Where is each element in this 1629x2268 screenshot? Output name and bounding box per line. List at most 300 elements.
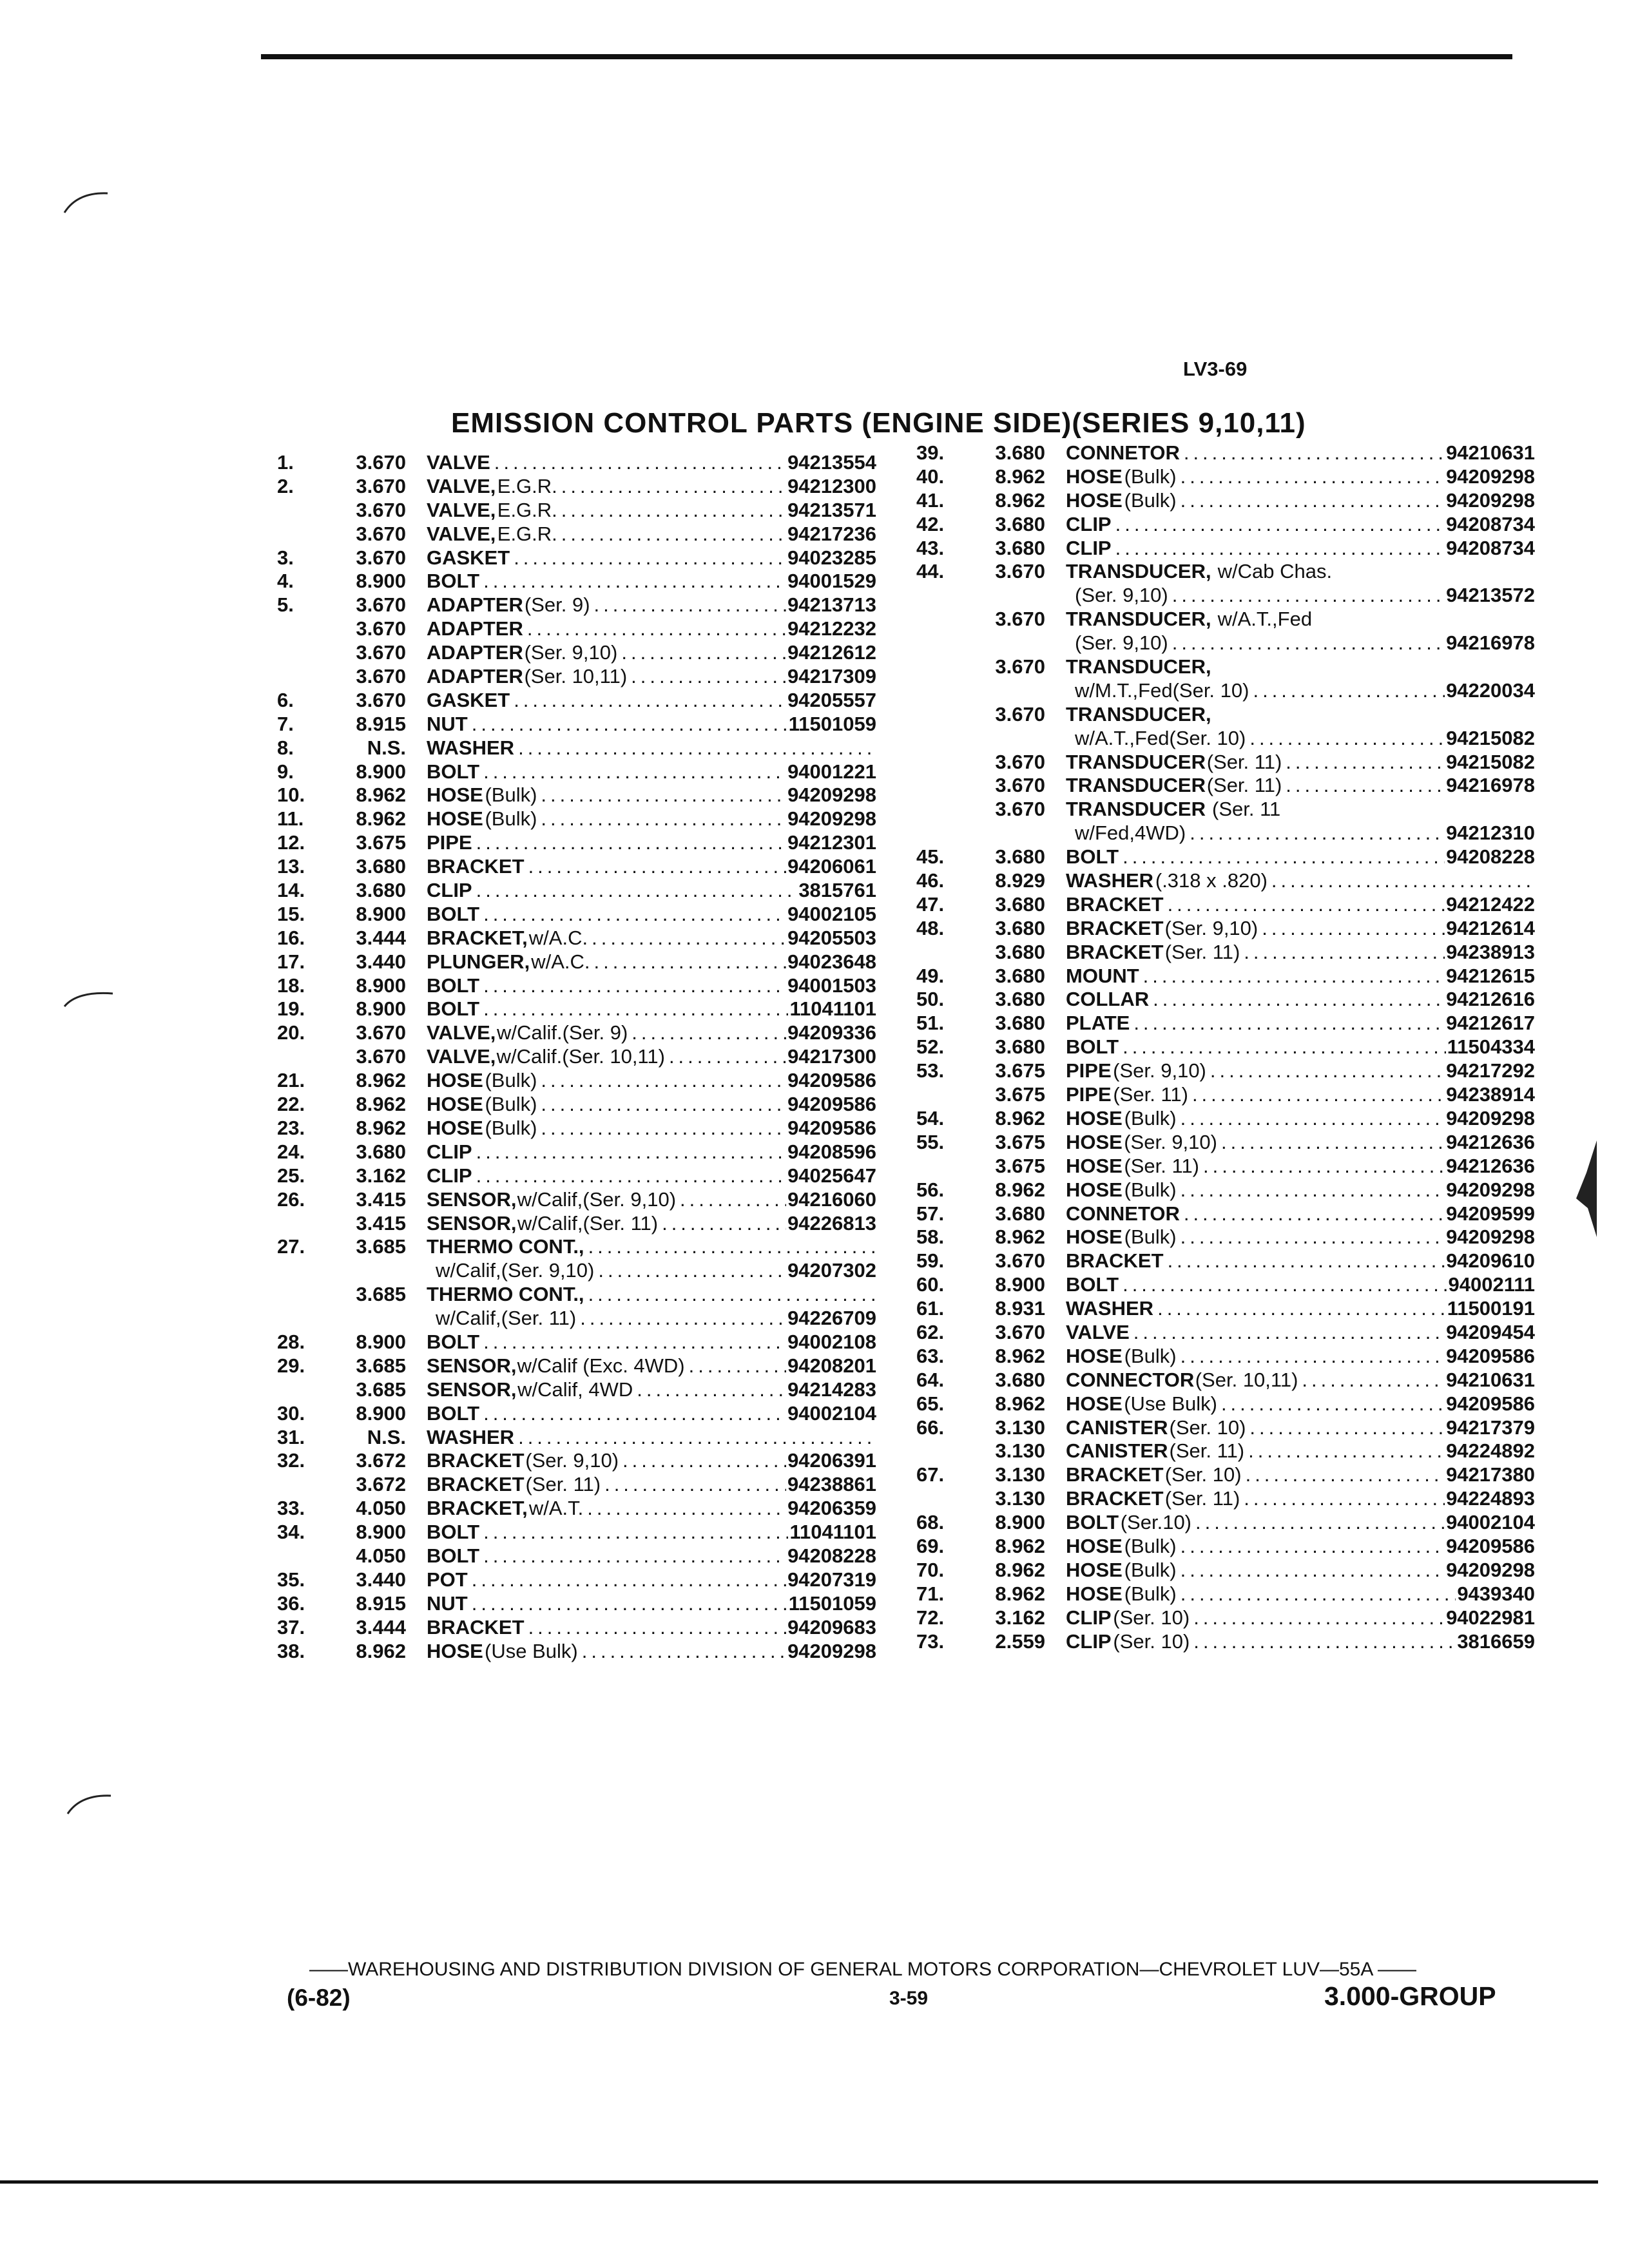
group-number: 3.680	[995, 940, 1045, 963]
part-row	[916, 751, 1535, 774]
group-number: 3.670	[995, 1249, 1045, 1273]
part-description	[1066, 893, 1535, 917]
item-number: 44.	[916, 560, 945, 583]
item-number: 62.	[916, 1320, 945, 1343]
part-description	[1066, 1511, 1535, 1535]
part-description	[427, 1045, 876, 1069]
item-number: 69.	[916, 1534, 945, 1557]
part-name: CLIP	[427, 1164, 472, 1187]
part-number: 94209298	[787, 783, 876, 807]
dot-leader	[1164, 1249, 1445, 1273]
part-qualifier: (Bulk)	[1124, 465, 1177, 488]
part-row	[277, 855, 876, 879]
dot-leader	[1240, 941, 1445, 965]
part-row	[277, 1212, 876, 1236]
part-number: 94209336	[787, 1021, 876, 1044]
item-number: 35.	[277, 1568, 305, 1591]
group-number: 8.900	[356, 1401, 406, 1425]
dot-leader	[468, 713, 787, 736]
part-row	[916, 798, 1535, 822]
part-row	[277, 1235, 876, 1259]
dot-leader	[633, 1378, 786, 1402]
group-number: 3.670	[356, 451, 406, 474]
part-description	[427, 1640, 876, 1664]
part-description	[436, 1259, 876, 1283]
part-description	[427, 1283, 876, 1307]
part-row	[916, 1202, 1535, 1226]
dot-leader	[557, 475, 786, 499]
part-number: 94212300	[787, 474, 876, 497]
part-number: 94224892	[1446, 1439, 1535, 1463]
dot-leader	[1190, 1630, 1456, 1654]
dot-leader	[1177, 1559, 1445, 1582]
item-number: 12.	[277, 831, 305, 854]
part-row	[916, 608, 1535, 631]
part-name: HOSE	[1066, 1154, 1123, 1177]
part-description	[427, 1544, 876, 1568]
part-name: BRACKET	[427, 1615, 525, 1639]
dot-leader	[1249, 679, 1445, 703]
part-qualifier: w/A.C.	[528, 926, 588, 949]
part-row	[277, 593, 876, 617]
part-number: 94209298	[1446, 1225, 1535, 1249]
part-number: 94210631	[1446, 441, 1535, 464]
part-description	[436, 1307, 876, 1331]
dot-leader	[537, 1093, 786, 1117]
part-description	[1075, 584, 1535, 608]
part-name: SENSOR,	[427, 1211, 517, 1235]
part-description	[1066, 1107, 1535, 1131]
part-number: 94209586	[787, 1069, 876, 1092]
part-row	[916, 1487, 1535, 1511]
dot-leader	[514, 1426, 876, 1450]
part-name: HOSE	[1066, 1225, 1123, 1249]
part-qualifier: (Bulk)	[1124, 1178, 1177, 1201]
part-name: BOLT	[1066, 1035, 1119, 1059]
part-description	[427, 1188, 876, 1212]
dot-leader	[685, 1354, 786, 1378]
dot-leader	[1177, 489, 1445, 513]
group-number: 8.962	[995, 1106, 1045, 1129]
group-number: 3.672	[356, 1473, 406, 1496]
part-description	[427, 783, 876, 807]
part-row	[916, 1225, 1535, 1249]
part-description	[1075, 822, 1535, 845]
footer-group: 3.000-GROUP	[1324, 1981, 1496, 2011]
group-number: 3.680	[995, 988, 1045, 1011]
part-description	[1066, 1059, 1535, 1083]
part-row	[277, 760, 876, 784]
dot-leader	[590, 950, 787, 974]
dot-leader	[1180, 441, 1445, 465]
item-number: 50.	[916, 988, 945, 1011]
part-row	[916, 655, 1535, 679]
group-number: 3.670	[995, 750, 1045, 773]
dot-leader	[479, 1402, 786, 1426]
part-name: HOSE	[1066, 1558, 1123, 1581]
part-name: SENSOR,	[427, 1378, 517, 1401]
part-number: 94023285	[787, 546, 876, 569]
part-name: HOSE	[1066, 1106, 1123, 1129]
footer-page-number: 3-59	[889, 1988, 929, 2009]
part-name: ADAPTER	[427, 641, 523, 664]
part-name: CLIP	[1066, 536, 1112, 559]
dot-leader	[479, 974, 786, 998]
part-name: HOSE	[1066, 1344, 1123, 1367]
part-row	[277, 1283, 876, 1307]
part-description	[427, 1093, 876, 1117]
part-name: HOSE	[1066, 1392, 1123, 1415]
part-row	[277, 451, 876, 475]
part-qualifier: (Ser. 11	[1212, 798, 1281, 821]
dot-leader	[1191, 1511, 1445, 1535]
part-name: SENSOR,	[427, 1354, 517, 1377]
part-qualifier: (Bulk)	[485, 1093, 537, 1116]
punch-hole-mark-top	[61, 187, 113, 219]
part-name: BOLT	[1066, 1511, 1119, 1534]
item-number: 3.	[277, 546, 294, 569]
part-number: 11500191	[1447, 1297, 1535, 1320]
dot-leader	[1268, 869, 1535, 893]
part-description	[1066, 1273, 1535, 1297]
dot-leader	[628, 1021, 786, 1045]
dot-leader	[468, 1568, 786, 1592]
dot-leader	[584, 1283, 876, 1307]
group-number: 8.962	[356, 1639, 406, 1662]
part-qualifier: (Ser. 10,11)	[1195, 1368, 1298, 1391]
group-number: 3.162	[995, 1606, 1045, 1629]
part-row	[916, 513, 1535, 537]
part-qualifier: (Ser. 9,10)	[525, 1449, 619, 1472]
part-description	[1066, 798, 1535, 822]
part-row	[277, 1568, 876, 1592]
part-number: 94213571	[787, 498, 876, 521]
part-name: HOSE	[1066, 465, 1123, 488]
part-description	[427, 1378, 876, 1402]
part-description	[427, 689, 876, 713]
part-number: 94216978	[1446, 774, 1535, 797]
part-row	[277, 783, 876, 807]
part-number: 94002105	[787, 902, 876, 925]
part-row	[277, 1592, 876, 1616]
part-description	[1066, 1321, 1535, 1345]
punch-hole-mark-middle	[61, 986, 119, 1012]
part-qualifier: (Ser. 9,10)	[1075, 584, 1168, 607]
dot-leader	[584, 1235, 876, 1259]
part-row	[916, 1083, 1535, 1107]
part-qualifier: (Ser. 11)	[1113, 1083, 1188, 1106]
group-number: 8.962	[995, 465, 1045, 488]
item-number: 42.	[916, 512, 945, 535]
part-number: 94212612	[787, 641, 876, 664]
part-number: 94212301	[787, 831, 876, 854]
group-number: 3.680	[995, 845, 1045, 869]
item-number: 38.	[277, 1639, 305, 1662]
part-row	[277, 523, 876, 546]
group-number: 8.900	[356, 1330, 406, 1353]
part-number: 94217292	[1446, 1059, 1535, 1082]
group-number: 3.670	[356, 546, 406, 569]
dot-leader	[1188, 1083, 1445, 1107]
dot-leader	[590, 593, 787, 617]
part-name: BOLT	[427, 570, 480, 593]
dot-leader	[583, 1497, 786, 1521]
group-number: 3.440	[356, 1568, 406, 1591]
part-row	[916, 1321, 1535, 1345]
part-description	[427, 879, 876, 903]
part-number: 94213554	[787, 451, 876, 474]
footer-date: (6-82)	[287, 1984, 351, 2011]
dot-leader	[490, 451, 786, 475]
part-number: 94206359	[787, 1497, 876, 1520]
part-row	[916, 1273, 1535, 1297]
part-name: BOLT	[427, 1544, 480, 1567]
part-number: 11041101	[789, 1521, 876, 1544]
part-name: CONNETOR	[1066, 441, 1180, 464]
part-name: PIPE	[1066, 1059, 1112, 1082]
dot-leader	[1139, 965, 1445, 988]
group-number: 3.680	[356, 855, 406, 878]
part-row	[916, 465, 1535, 489]
dot-leader	[472, 831, 786, 855]
dot-leader	[1168, 631, 1445, 655]
dot-leader	[1177, 1582, 1456, 1606]
dot-leader	[1177, 1535, 1445, 1559]
part-name: NUT	[427, 712, 468, 735]
part-name: CLIP	[427, 1140, 472, 1163]
group-number: 3.685	[356, 1378, 406, 1401]
group-number: 3.672	[356, 1449, 406, 1472]
part-row	[277, 927, 876, 950]
part-row	[277, 499, 876, 523]
dot-leader	[472, 879, 798, 903]
group-number: 3.670	[356, 474, 406, 497]
group-number: 8.900	[356, 1521, 406, 1544]
part-description	[1075, 631, 1535, 655]
part-row	[277, 689, 876, 713]
dot-leader	[1177, 1107, 1445, 1131]
part-name: TRANSDUCER	[1066, 798, 1206, 821]
part-description	[427, 855, 876, 879]
part-description	[1066, 1439, 1535, 1463]
item-number: 71.	[916, 1582, 945, 1605]
part-row	[916, 1178, 1535, 1202]
part-number: 94226709	[787, 1307, 876, 1330]
part-description	[1066, 655, 1535, 679]
item-number: 43.	[916, 536, 945, 559]
group-number: 3.680	[356, 1140, 406, 1163]
group-number: 3.680	[995, 536, 1045, 559]
part-row	[916, 1345, 1535, 1369]
part-name: VALVE,	[427, 522, 496, 545]
dot-leader	[588, 927, 786, 950]
part-description	[427, 641, 876, 665]
dot-leader	[1206, 1059, 1445, 1083]
part-name: HOSE	[427, 1093, 483, 1116]
part-qualifier: w/Calif.(Ser. 10,11)	[496, 1045, 665, 1068]
part-row	[916, 1439, 1535, 1463]
part-row	[916, 1559, 1535, 1582]
part-row	[277, 903, 876, 927]
part-row	[277, 1259, 876, 1283]
edge-tear-mark	[1572, 1134, 1598, 1244]
item-number: 9.	[277, 760, 294, 783]
dot-leader	[1177, 465, 1445, 489]
item-number: 72.	[916, 1606, 945, 1629]
part-name: TRANSDUCER	[1066, 750, 1206, 773]
part-qualifier: (Ser. 9,10)	[1124, 1130, 1217, 1153]
part-qualifier: w/Fed,4WD)	[1075, 822, 1186, 845]
part-description	[1066, 1249, 1535, 1273]
part-number: 94212616	[1446, 988, 1535, 1011]
dot-leader	[537, 783, 786, 807]
part-description	[1066, 537, 1535, 561]
part-row	[277, 1021, 876, 1045]
dot-leader	[617, 641, 786, 665]
dot-leader	[1153, 1297, 1446, 1321]
group-number: 3.162	[356, 1164, 406, 1187]
part-number: 94212636	[1446, 1130, 1535, 1153]
part-name: BRACKET,	[427, 1497, 528, 1520]
dot-leader	[1177, 1178, 1445, 1202]
dot-leader	[1112, 513, 1445, 537]
group-number: 3.675	[995, 1083, 1045, 1106]
part-qualifier: w/Cab Chas.	[1217, 560, 1333, 583]
part-name: BRACKET	[427, 1449, 525, 1472]
part-name: BOLT	[427, 1521, 480, 1544]
dot-leader	[537, 1117, 786, 1140]
part-name: VALVE,	[427, 498, 496, 521]
group-number: 4.050	[356, 1544, 406, 1567]
part-description	[1066, 1345, 1535, 1369]
part-row	[916, 1249, 1535, 1273]
dot-leader	[676, 1188, 786, 1212]
part-name: POT	[427, 1568, 468, 1591]
part-row	[277, 617, 876, 641]
dot-leader	[1149, 988, 1445, 1012]
part-description	[427, 523, 876, 546]
part-description	[1066, 513, 1535, 537]
group-number: 3.670	[356, 1045, 406, 1068]
part-qualifier: (Bulk)	[485, 807, 537, 831]
item-number: 59.	[916, 1249, 945, 1273]
part-qualifier: (Ser. 9,10)	[1164, 916, 1258, 939]
part-description	[1066, 751, 1535, 774]
item-number: 58.	[916, 1225, 945, 1249]
part-description	[1066, 941, 1535, 965]
top-rule	[261, 54, 1512, 59]
item-number: 37.	[277, 1615, 305, 1639]
group-number: 3.130	[995, 1487, 1045, 1510]
part-row	[916, 1606, 1535, 1630]
dot-leader	[537, 807, 786, 831]
group-number: 8.962	[995, 488, 1045, 512]
part-name: HOSE	[1066, 1178, 1123, 1201]
part-qualifier: (Use Bulk)	[1124, 1392, 1217, 1415]
part-description	[427, 1473, 876, 1497]
part-name: HOSE	[1066, 1582, 1123, 1605]
part-number: 94209454	[1446, 1320, 1535, 1343]
part-number: 94212636	[1446, 1154, 1535, 1177]
dot-leader	[1240, 1487, 1445, 1511]
part-description	[427, 760, 876, 784]
group-number: 3.130	[995, 1463, 1045, 1486]
part-description	[1066, 774, 1535, 798]
part-name: BRACKET,	[427, 926, 528, 949]
part-number: 94209298	[1446, 1106, 1535, 1129]
group-number: 3.680	[995, 441, 1045, 464]
part-name: BOLT	[1066, 845, 1119, 869]
part-row	[916, 941, 1535, 965]
part-qualifier: w/Calif,(Ser. 9,10)	[517, 1187, 677, 1211]
dot-leader	[665, 1045, 786, 1069]
part-row	[916, 631, 1535, 655]
part-description	[1075, 727, 1535, 751]
part-name: PIPE	[427, 831, 472, 854]
part-row	[916, 1131, 1535, 1155]
item-number: 4.	[277, 570, 294, 593]
part-name: CONNETOR	[1066, 1202, 1180, 1225]
part-description	[1066, 703, 1535, 727]
dot-leader	[1177, 1225, 1445, 1249]
part-number: 94224893	[1446, 1487, 1535, 1510]
item-number: 16.	[277, 926, 305, 949]
part-row	[277, 713, 876, 736]
dot-leader	[1217, 1131, 1445, 1155]
part-row	[277, 831, 876, 855]
part-number: 94207319	[787, 1568, 876, 1591]
part-qualifier: (Ser. 10)	[1113, 1606, 1190, 1629]
part-description	[1066, 845, 1535, 869]
part-row	[277, 1354, 876, 1378]
part-qualifier: (Bulk)	[1124, 1225, 1177, 1249]
part-row	[916, 1392, 1535, 1416]
part-qualifier: (Ser. 11)	[1124, 1154, 1200, 1177]
group-number: 8.962	[995, 1178, 1045, 1201]
part-number: 94206061	[787, 855, 876, 878]
part-row	[277, 974, 876, 998]
part-name: CLIP	[1066, 1606, 1112, 1629]
item-number: 48.	[916, 916, 945, 939]
part-number: 94212232	[787, 617, 876, 640]
part-row	[916, 489, 1535, 513]
group-number: 3.680	[356, 879, 406, 902]
part-number: 94209298	[1446, 1558, 1535, 1581]
part-number: 94212615	[1446, 964, 1535, 987]
part-description	[427, 1021, 876, 1045]
group-number: 3.670	[995, 1320, 1045, 1343]
part-name: BRACKET	[1066, 940, 1164, 963]
part-description	[427, 593, 876, 617]
part-name: SENSOR,	[427, 1187, 517, 1211]
part-name: BOLT	[1066, 1273, 1119, 1296]
group-number: 3.670	[356, 688, 406, 711]
part-name: TRANSDUCER,	[1066, 608, 1211, 631]
group-number: 8.900	[995, 1273, 1045, 1296]
part-number: 94238914	[1446, 1083, 1535, 1106]
part-qualifier: (.318 x .820)	[1155, 869, 1268, 892]
item-number: 66.	[916, 1416, 945, 1439]
part-row	[277, 570, 876, 593]
part-row	[277, 1449, 876, 1473]
part-number: 94209599	[1446, 1202, 1535, 1225]
part-number: 94220034	[1446, 678, 1535, 702]
part-name: BOLT	[427, 1401, 480, 1425]
part-row	[277, 475, 876, 499]
page-code: LV3-69	[1183, 358, 1248, 380]
dot-leader	[1180, 1202, 1445, 1226]
item-number: 8.	[277, 736, 294, 759]
